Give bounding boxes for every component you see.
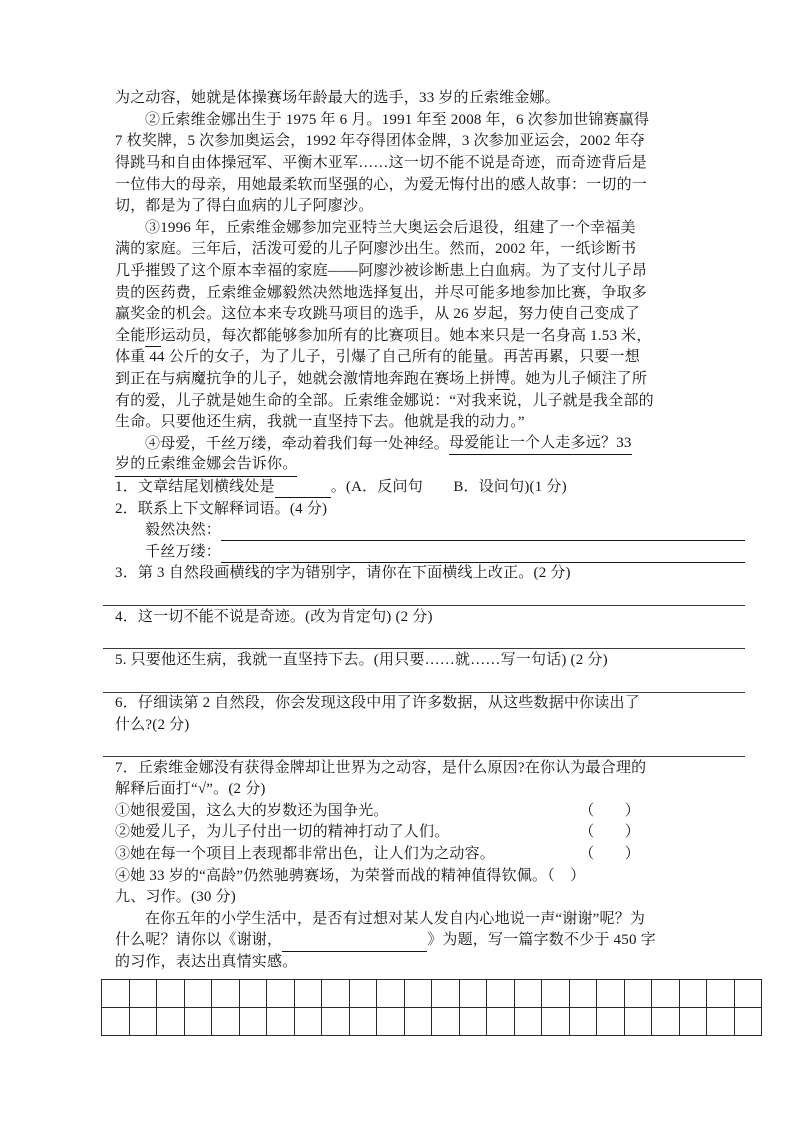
text-segment: （ ）	[579, 824, 640, 841]
text-segment: 博	[495, 368, 510, 390]
writing-grid-cell	[652, 1008, 680, 1036]
text-segment: ②丘索维金娜出生于 1975 年 6 月。1991 年至 2008 年，6 次参加世锦赛赢得	[145, 111, 650, 128]
text-segment: 一位伟大的母亲，用她最柔软而坚强的心，为爱无悔付出的感人故事：一切的一	[115, 176, 648, 193]
text-segment: 7 枚奖牌，5 次参加奥运会，1992 年夺得团体金牌，3 次参加亚运会，2002 年夺	[115, 133, 646, 150]
writing-grid-cell	[157, 980, 185, 1008]
answer-blank	[282, 935, 427, 952]
writing-grid-cell	[185, 1008, 213, 1036]
writing-grid-cell	[735, 1008, 763, 1036]
text-segment: 千丝万缕：	[145, 543, 222, 560]
writing-grid-cell	[652, 980, 680, 1008]
passage-line	[115, 347, 682, 369]
passage-line	[115, 218, 682, 240]
writing-grid-cell	[707, 1008, 735, 1036]
text-segment: 赢奖金的机会。这位本来专攻跳马项目的选手，从 26 岁起，努力使自己变成了	[115, 306, 640, 323]
writing-grid-cell	[542, 980, 570, 1008]
writing-grid-cell	[240, 980, 268, 1008]
writing-grid-cell	[735, 980, 763, 1008]
text-segment: 形	[145, 325, 160, 347]
text-segment: 什么?(2 分)	[115, 716, 190, 733]
text-segment: 什么呢？请你以《谢谢，	[115, 932, 283, 949]
passage-line	[115, 326, 682, 348]
writing-grid-cell	[542, 1008, 570, 1036]
text-segment: ③她在每一个项目上表现都非常出色，让人们为之动容。	[115, 846, 496, 863]
writing-grid-cell	[597, 1008, 625, 1036]
question-line	[115, 498, 682, 520]
writing-grid-cell	[295, 980, 323, 1008]
passage-line	[115, 930, 682, 952]
question-line	[115, 757, 682, 779]
option-line	[115, 865, 682, 887]
question-line	[115, 693, 682, 715]
text-segment: ④母爱，千丝万缕，牵动着我们每一处神经。	[145, 435, 450, 452]
writing-grid-cell	[377, 1008, 405, 1036]
answer-line	[103, 736, 745, 758]
writing-grid-cell	[515, 980, 543, 1008]
text-segment: 体重 44 公斤的女子，为了儿子，引爆了自己所有的能量。再苦再累，只要一想	[115, 349, 640, 366]
writing-grid-cell	[487, 1008, 515, 1036]
writing-grid-cell	[432, 1008, 460, 1036]
writing-grid-cell	[267, 1008, 295, 1036]
writing-grid-cell	[130, 980, 158, 1008]
text-segment: 的习作，表达出真情实感。	[115, 954, 298, 971]
writing-grid-cell	[680, 1008, 708, 1036]
answer-line	[103, 628, 745, 650]
text-segment: 解释后面打“√”。(2 分)	[115, 781, 266, 798]
text-segment: 到正在与病魔抗争的儿子，她就会激情地奔跑在赛场上拼	[115, 371, 496, 388]
writing-grid-cell	[597, 980, 625, 1008]
definition-line	[115, 541, 745, 563]
passage-line	[115, 131, 682, 153]
passage-line	[115, 909, 682, 931]
text-segment: ①她很爱国，这么大的岁数还为国争光。	[115, 802, 389, 819]
text-segment: 。(A．反问句 B．设问句)(1 分)	[330, 478, 567, 495]
passage-line	[115, 261, 682, 283]
writing-grid-cell	[350, 980, 378, 1008]
writing-grid-cell	[460, 980, 488, 1008]
text-segment: 全能	[115, 327, 146, 344]
writing-grid-cell	[625, 980, 653, 1008]
writing-grid-cell	[157, 1008, 185, 1036]
passage-line	[115, 304, 682, 326]
answer-line	[103, 585, 745, 607]
writing-grid-cell	[295, 1008, 323, 1036]
option-line	[115, 822, 682, 844]
writing-grid-cell	[570, 980, 598, 1008]
question-line	[115, 606, 682, 628]
writing-grid-cell	[405, 1008, 433, 1036]
answer-blank	[275, 481, 331, 498]
passage-line	[115, 412, 682, 434]
option-line	[115, 844, 682, 866]
writing-grid-cell	[405, 980, 433, 1008]
writing-grid-cell	[185, 980, 213, 1008]
text-segment: ②她爱儿子，为儿子付出一切的精神打动了人们。	[115, 824, 450, 841]
writing-grid-cell	[515, 1008, 543, 1036]
text-segment: 母爱能让一个人走多远？33	[449, 433, 632, 455]
writing-grid-cell	[322, 980, 350, 1008]
passage-line	[115, 174, 682, 196]
writing-grid-cell	[322, 1008, 350, 1036]
text-segment: 3．第 3 自然段画横线的字为错别字，请你在下面横线上改正。(2 分)	[115, 565, 571, 582]
writing-grid-cell	[102, 980, 130, 1008]
writing-grid-cell	[487, 980, 515, 1008]
text-segment: 毅然决然：	[145, 522, 222, 539]
writing-grid-cell	[680, 980, 708, 1008]
writing-grid-cell	[102, 1008, 130, 1036]
writing-grid-cell	[130, 1008, 158, 1036]
text-segment: 得跳马和自由体操冠军、平衡木亚军……这一切不能不说是奇迹，而奇迹背后是	[115, 155, 648, 172]
writing-grid-cell	[212, 1008, 240, 1036]
passage-line	[115, 282, 682, 304]
writing-grid-cell	[432, 980, 460, 1008]
text-segment: 为之动容，她就是体操赛场年龄最大的选手，33 岁的丘索维金娜。	[115, 90, 560, 107]
writing-grid-cell	[625, 1008, 653, 1036]
question-line	[115, 649, 682, 671]
passage-line	[115, 434, 682, 456]
text-segment: 》为题，写一篇字数不少于 450 字	[427, 932, 656, 949]
text-segment: 2．联系上下文解释词语。(4 分)	[115, 500, 328, 517]
passage-line	[115, 455, 682, 477]
text-segment: 6．仔细读第 2 自然段，你会发现这段中用了许多数据，从这些数据中你读出了	[115, 694, 640, 711]
text-segment: （ ）	[579, 846, 640, 863]
passage-line	[115, 390, 682, 412]
writing-grid-cell	[212, 980, 240, 1008]
text-segment: 运动员，每次都能够参加所有的比赛项目。她本来只是一名身高 1.53 米，	[160, 327, 652, 344]
definition-line	[115, 520, 745, 542]
text-segment: 满的家庭。三年后，活泼可爱的儿子阿廖沙出生。然而，2002 年，一纸诊断书	[115, 241, 637, 258]
passage-line	[115, 88, 682, 110]
passage-line	[115, 369, 682, 391]
section-heading	[115, 887, 682, 909]
writing-grid-cell	[350, 1008, 378, 1036]
text-segment: （ ）	[579, 802, 640, 819]
text-segment: ③1996 年，丘索维金娜参加完亚特兰大奥运会后退役，组建了一个幸福美	[145, 219, 636, 236]
question-line	[115, 563, 682, 585]
question-line	[115, 779, 682, 801]
passage-line	[115, 110, 682, 132]
question-line	[115, 477, 682, 499]
writing-grid-cell	[377, 980, 405, 1008]
text-segment: 九、习作。(30 分)	[115, 889, 236, 906]
text-segment: 1．文章结尾划横线处是	[115, 478, 275, 495]
document-lines	[115, 88, 682, 973]
writing-grid-cell	[267, 980, 295, 1008]
text-segment: 切，都是为了得白血病的儿子阿廖沙。	[115, 198, 374, 215]
passage-line	[115, 153, 682, 175]
passage-line	[115, 952, 682, 974]
writing-grid	[101, 979, 762, 1036]
text-segment: 几乎摧毁了这个原本幸福的家庭——阿廖沙被诊断患上白血病。为了支付儿子昂	[115, 263, 648, 280]
text-segment: 有的爱，儿子就是她生命的全部。丘索维金娜说：“对我来说，儿子就是我全部的	[115, 392, 654, 409]
passage-line	[115, 196, 682, 218]
answer-line	[103, 671, 745, 693]
option-line	[115, 801, 682, 823]
text-segment: 岁的丘索维金娜会告诉你。	[115, 454, 297, 476]
text-segment: 7．丘索维金娜没有获得金牌却让世界为之动容，是什么原因?在你认为最合理的	[115, 759, 647, 776]
answer-blank	[221, 524, 745, 541]
text-segment: ④她 33 岁的“高龄”仍然驰骋赛场，为荣誉而战的精神值得钦佩。（ ）	[115, 867, 586, 884]
writing-grid-cell	[570, 1008, 598, 1036]
text-segment: 贵的医药费，丘索维金娜毅然决然地选择复出，并尽可能多地参加比赛，争取多	[115, 284, 648, 301]
text-segment: 。她为儿子倾注了所	[510, 371, 648, 388]
text-segment: 5. 只要他还生病，我就一直坚持下去。(用只要……就……写一句话) (2 分)	[115, 651, 608, 668]
writing-grid-cell	[460, 1008, 488, 1036]
writing-grid-cell	[707, 980, 735, 1008]
writing-grid-cell	[240, 1008, 268, 1036]
text-segment: 4．这一切不能不说是奇迹。(改为肯定句) (2 分)	[115, 608, 433, 625]
text-segment: 在你五年的小学生活中，是否有过想对某人发自内心地说一声“谢谢”呢？为	[145, 910, 646, 927]
passage-line	[115, 239, 682, 261]
text-segment: 生命。只要他还生病，我就一直坚持下去。他就是我的动力。”	[115, 414, 525, 431]
question-line	[115, 714, 682, 736]
answer-blank	[221, 546, 745, 563]
